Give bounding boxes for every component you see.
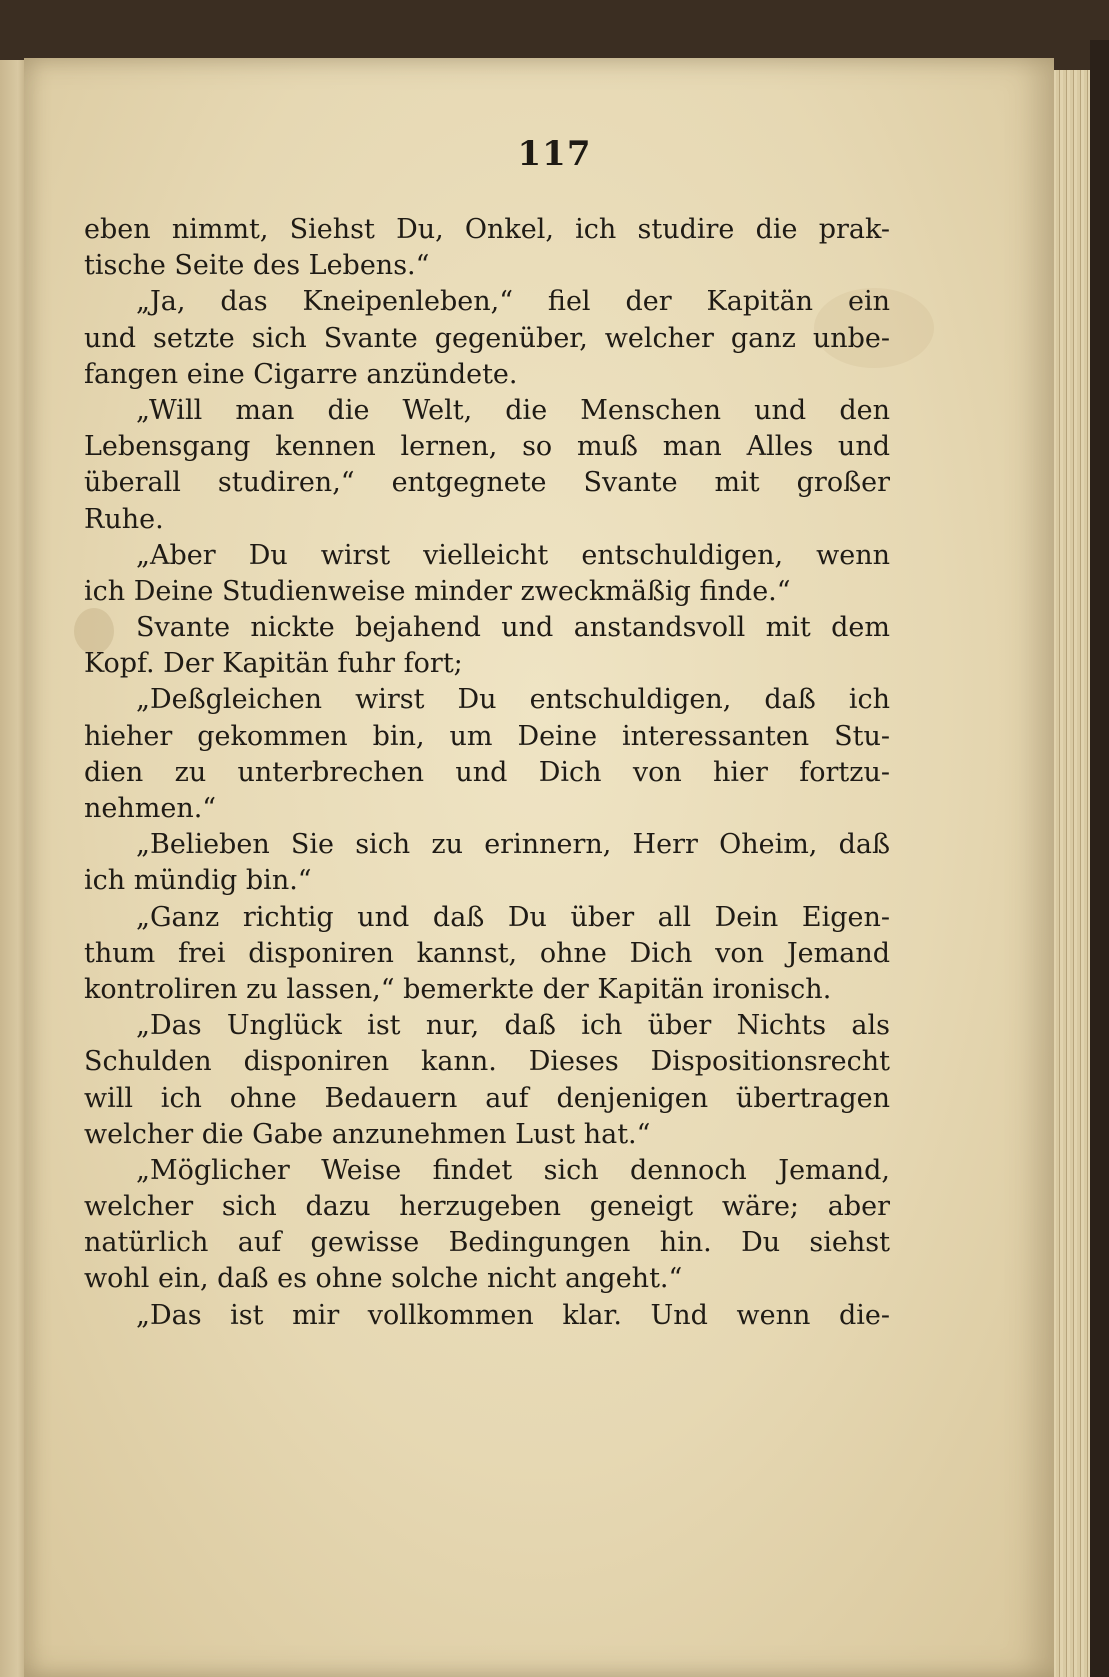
text-line: Ruhe. (84, 503, 164, 535)
text-line: eben nimmt, Siehst Du, Onkel, ich studire die prak- (84, 214, 890, 245)
text-line: ich mündig bin.“ (84, 865, 312, 897)
text-line: „Das Unglück ist nur, daß ich über Nichts als (136, 1010, 890, 1042)
text-line: welcher sich dazu herzugeben geneigt wäre; aber (84, 1191, 890, 1223)
text-line: welcher die Gabe anzunehmen Lust hat.“ (84, 1118, 651, 1150)
text-line: wohl ein, daß es ohne solche nicht angeht.“ (84, 1263, 683, 1295)
text-line: „Ja, das Kneipenleben,“ fiel der Kapitän ein (136, 286, 890, 318)
text-line: tische Seite des Lebens.“ (84, 250, 430, 282)
page-text (84, 212, 890, 1334)
text-line: will ich ohne Bedauern auf denjenigen übertragen (84, 1082, 890, 1114)
text-line: Kopf. Der Kapitän fuhr fort; (84, 648, 463, 680)
page-number: 117 (517, 134, 592, 174)
text-line: Svante nickte bejahend und anstandsvoll mit dem (136, 612, 890, 644)
text-line: „Ganz richtig und daß Du über all Dein Eigen- (136, 901, 890, 933)
text-line: überall studiren,“ entgegnete Svante mit großer (84, 467, 890, 499)
text-line: „Aber Du wirst vielleicht entschuldigen, wenn (136, 539, 890, 571)
text-line: ich Deine Studienweise minder zweckmäßig finde.“ (84, 575, 791, 607)
text-line: und setzte sich Svante gegenüber, welcher ganz unbe- (84, 322, 890, 354)
text-line: thum frei disponiren kannst, ohne Dich von Jemand (84, 937, 890, 969)
text-line: „Möglicher Weise findet sich dennoch Jemand, (136, 1154, 890, 1186)
text-line: Schulden disponiren kann. Dieses Dispositionsrecht (84, 1046, 890, 1078)
text-line: natürlich auf gewisse Bedingungen hin. Du siehst (84, 1227, 890, 1259)
text-line: nehmen.“ (84, 793, 217, 824)
text-line: Lebensgang kennen lernen, so muß man Alles und (84, 431, 890, 463)
text-line: kontroliren zu lassen,“ bemerkte der Kapitän ironisch. (84, 973, 832, 1005)
text-line: fangen eine Cigarre anzündete. (84, 358, 518, 390)
text-line: „Deßgleichen wirst Du entschuldigen, daß ich (136, 684, 890, 716)
text-line: „Will man die Welt, die Menschen und den (136, 394, 890, 426)
text-line: dien zu unterbrechen und Dich von hier fortzu- (84, 756, 890, 788)
text-line: hieher gekommen bin, um Deine interessanten Stu- (84, 720, 890, 752)
text-line: „Das ist mir vollkommen klar. Und wenn die- (136, 1299, 890, 1331)
text-line: „Belieben Sie sich zu erinnern, Herr Oheim, daß (136, 829, 890, 861)
book-cover-edge (1090, 40, 1109, 1677)
